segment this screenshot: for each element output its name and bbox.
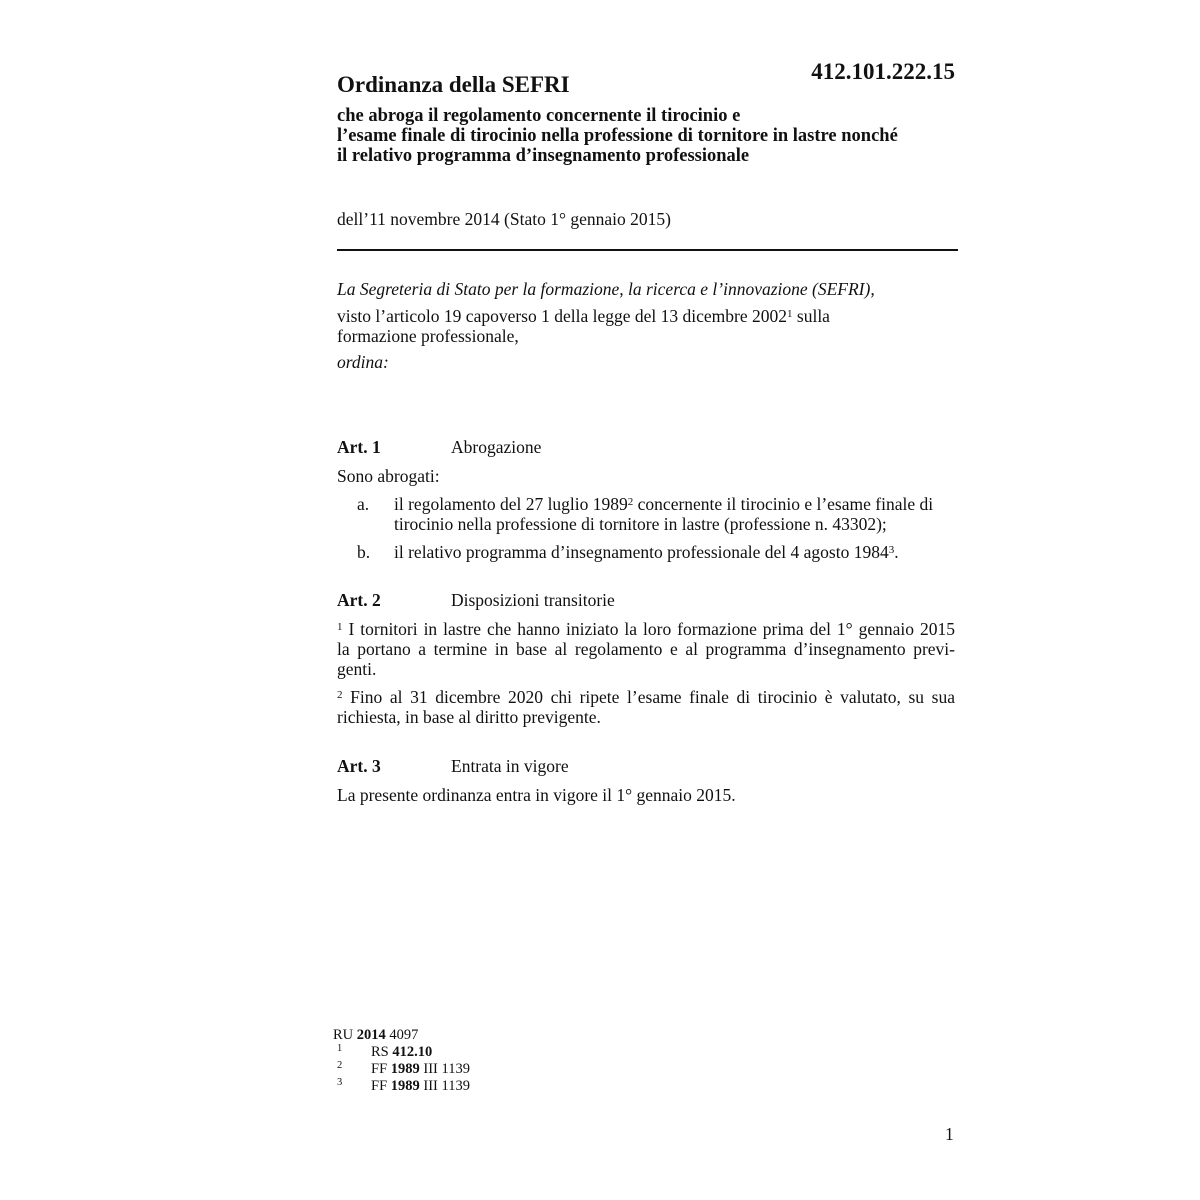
preamble-basis-line <box>337 306 875 326</box>
preamble <box>337 279 875 372</box>
subtitle-line: l’esame finale di tirocinio nella professione di tornitore in lastre nonché <box>337 126 898 146</box>
footnote-reference[interactable]: 3 <box>888 544 895 556</box>
preamble-basis-text: visto l’articolo 19 capoverso 1 della legge del 13 dicembre 2002 <box>337 306 788 326</box>
document-subtitle <box>337 106 957 166</box>
paragraph-text: Fino al 31 dicembre 2020 chi ripete l’esame finale di tirocinio è valutato, su sua <box>342 687 955 707</box>
footnote-number: 2 <box>337 1060 343 1071</box>
header-divider <box>337 249 958 251</box>
ru-year: 2014 <box>356 1027 386 1043</box>
article-paragraph <box>337 687 955 727</box>
preamble-basis-line: formazione professionale, <box>337 326 519 346</box>
paragraph-line <box>337 619 955 639</box>
paragraph-line: richiesta, in base al diritto previgente. <box>337 707 601 727</box>
article-intro: Sono abrogati: <box>337 466 440 486</box>
footnote-bold: 412.10 <box>392 1044 433 1060</box>
article-title: Disposizioni transitorie <box>451 590 615 610</box>
preamble-issuer: La Segreteria di Stato per la formazione, la ricerca e l’innovazione (SEFRI), <box>337 279 875 299</box>
paragraph-number: 1 <box>337 621 343 633</box>
article-heading <box>337 756 569 777</box>
ru-reference <box>333 1027 418 1044</box>
preamble-ordina: ordina: <box>337 352 389 372</box>
paragraph-line <box>337 687 955 707</box>
article-heading <box>337 437 541 458</box>
article-number: Art. 3 <box>337 756 381 776</box>
list-item-line <box>394 494 957 514</box>
footnote-bold: 1989 <box>390 1078 420 1094</box>
article-text: La presente ordinanza entra in vigore il 1° gennaio 2015. <box>337 785 736 805</box>
ru-page: 4097 <box>385 1027 419 1043</box>
footnote-number: 3 <box>337 1077 343 1088</box>
page-number: 1 <box>945 1124 954 1144</box>
sr-number: 412.101.222.15 <box>811 59 955 84</box>
subtitle-line: che abroga il regolamento concernente il tirocinio e <box>337 106 741 126</box>
preamble-basis-text: sulla <box>792 306 830 326</box>
article-title: Abrogazione <box>451 437 542 457</box>
ru-prefix: RU <box>333 1027 357 1043</box>
footnote-suffix: III 1139 <box>419 1061 470 1077</box>
paragraph-text: I tornitori in lastre che hanno iniziato la loro formazione prima del 1° gennaio 2015 <box>342 619 955 639</box>
footnote-prefix: RS <box>371 1044 393 1060</box>
article-paragraph <box>337 619 955 679</box>
footnote-reference[interactable]: 2 <box>627 496 634 508</box>
article-title: Entrata in vigore <box>451 756 569 776</box>
article-number: Art. 1 <box>337 437 381 457</box>
date-line: dell’11 novembre 2014 (Stato 1° gennaio 2015) <box>337 209 671 229</box>
paragraph-line: la portano a termine in base al regolamento e al programma d’insegnamento previ- <box>337 639 955 659</box>
footnote-reference[interactable]: 1 <box>787 308 793 320</box>
document-title: Ordinanza della SEFRI <box>337 72 570 97</box>
list-item-text-part: il relativo programma d’insegnamento professionale del 4 agosto 1984 <box>394 542 889 562</box>
footnote-bold: 1989 <box>390 1061 420 1077</box>
footnote-text <box>371 1078 470 1095</box>
list-item-letter: a. <box>357 494 370 514</box>
footnote-prefix: FF <box>371 1078 391 1094</box>
paragraph-line: genti. <box>337 659 377 679</box>
footnote-prefix: FF <box>371 1061 391 1077</box>
footnote-number: 1 <box>337 1043 343 1054</box>
list-item-text-part: . <box>894 542 899 562</box>
list-item-line <box>394 542 957 562</box>
list-item-text <box>394 542 957 562</box>
footnote-text <box>371 1061 470 1078</box>
list-item <box>357 542 957 562</box>
article-heading <box>337 590 615 611</box>
list-item-text-part: il regolamento del 27 luglio 1989 <box>394 494 628 514</box>
list-item <box>357 494 957 534</box>
list-item-line: tirocinio nella professione di tornitore in lastre (professione n. 43302); <box>394 514 887 534</box>
list-item-text <box>394 494 957 534</box>
footnote-suffix: III 1139 <box>419 1078 470 1094</box>
list-item-letter: b. <box>357 542 371 562</box>
article-number: Art. 2 <box>337 590 381 610</box>
list-item-text-part: concernente il tirocinio e l’esame finale di <box>633 494 934 514</box>
paragraph-number: 2 <box>337 689 343 701</box>
subtitle-line: il relativo programma d’insegnamento professionale <box>337 146 750 166</box>
footnote-text <box>371 1044 432 1061</box>
